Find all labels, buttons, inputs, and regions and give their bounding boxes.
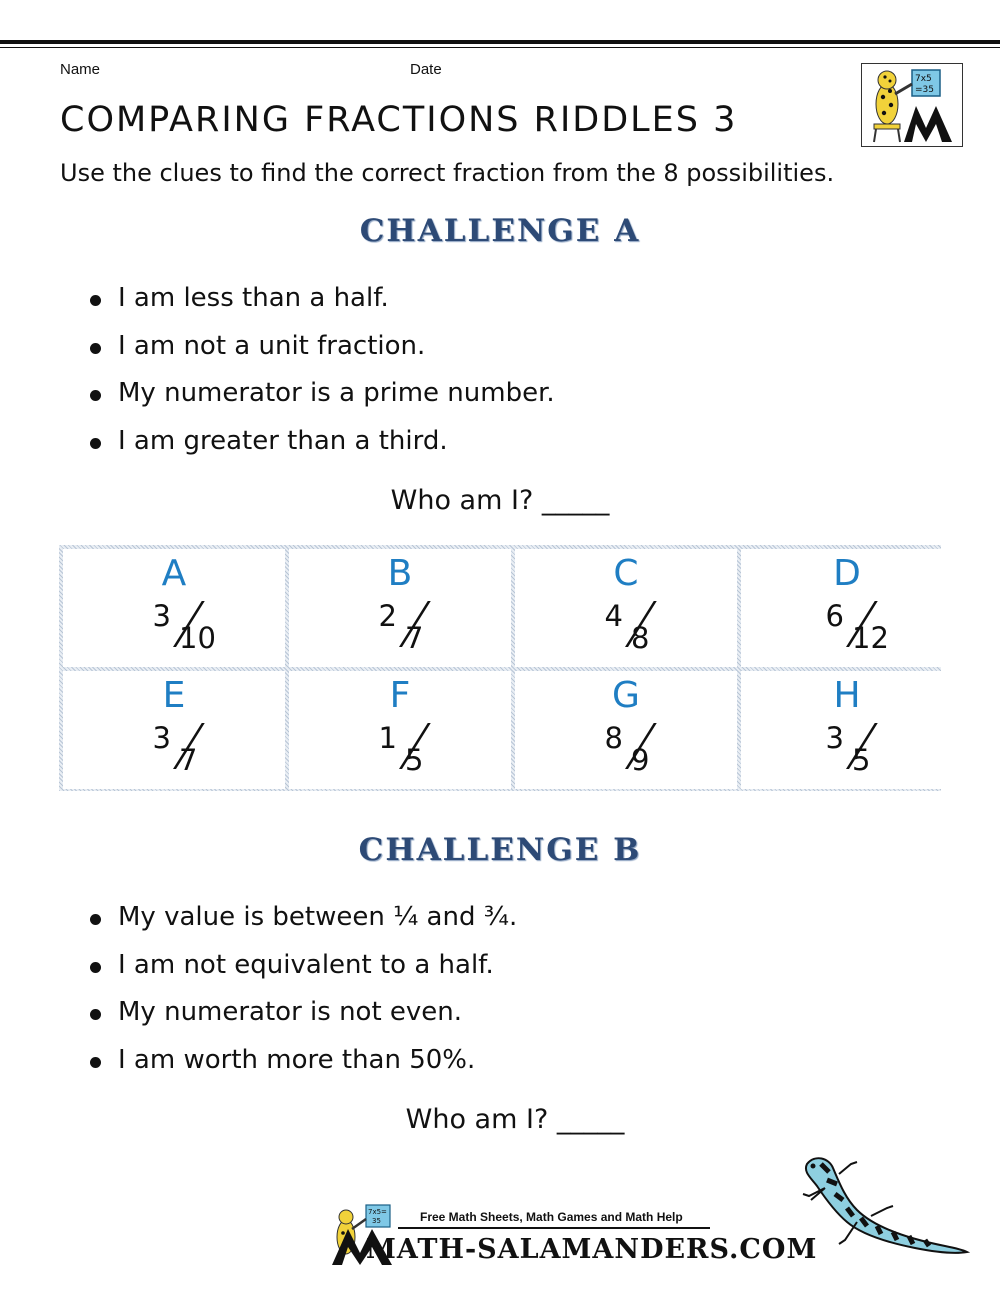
footer-tagline: Free Math Sheets, Math Games and Math Help	[420, 1210, 683, 1224]
clue-item	[86, 942, 517, 990]
option-cell	[63, 549, 285, 667]
clue-text: My value is between ¼ and ¾.	[118, 902, 518, 932]
option-fraction	[63, 721, 285, 781]
clue-text: I am greater than a third.	[118, 425, 448, 456]
date-label: Date	[410, 61, 442, 78]
intro-text: Use the clues to find the correct fraction from the 8 possibilities.	[60, 159, 835, 187]
top-rule	[0, 40, 1000, 44]
bullet-icon	[90, 295, 101, 306]
option-letter: G	[612, 675, 640, 716]
numerator: 3	[152, 721, 171, 755]
option-cell	[741, 549, 953, 667]
salamander-logo	[861, 63, 963, 147]
challenge-a-clues	[86, 275, 555, 465]
option-fraction	[515, 599, 737, 659]
option-letter: H	[833, 675, 861, 716]
numerator: 8	[604, 721, 623, 755]
bullet-icon	[90, 914, 101, 925]
top-rule-thin	[0, 47, 1000, 48]
denominator: 8	[631, 621, 650, 655]
clue-text: I am worth more than 50%.	[118, 1044, 476, 1075]
clue-text: I am less than a half.	[118, 283, 389, 313]
challenge-a-heading: CHALLENGE A	[359, 213, 641, 249]
footer-brand: MATH-SALAMANDERS.COM	[366, 1234, 818, 1265]
bullet-icon	[90, 390, 101, 401]
numerator: 1	[378, 721, 397, 755]
denominator: 5	[405, 743, 424, 777]
option-fraction	[289, 599, 511, 659]
bullet-icon	[90, 438, 101, 449]
option-cell	[741, 671, 953, 789]
clue-text: My numerator is not even.	[118, 997, 463, 1027]
denominator: 12	[852, 621, 889, 655]
clue-item	[86, 275, 555, 323]
option-cell	[515, 549, 737, 667]
clue-item	[86, 1037, 517, 1085]
denominator: 9	[631, 743, 650, 777]
option-cell	[289, 671, 511, 789]
numerator: 2	[378, 599, 397, 633]
numerator: 4	[604, 599, 623, 633]
clue-item	[86, 323, 555, 371]
bullet-icon	[90, 343, 101, 354]
clue-item	[86, 370, 555, 418]
bullet-icon	[90, 1009, 101, 1020]
option-fraction	[741, 599, 953, 659]
denominator: 10	[179, 621, 216, 655]
denominator: 7	[405, 621, 424, 655]
name-label: Name	[60, 61, 101, 78]
page-title: COMPARING FRACTIONS RIDDLES 3	[60, 100, 738, 140]
bullet-icon	[90, 962, 101, 973]
option-cell	[289, 549, 511, 667]
option-letter: D	[833, 553, 861, 594]
denominator: 5	[852, 743, 871, 777]
option-fraction	[515, 721, 737, 781]
challenge-b-clues	[86, 894, 517, 1084]
option-letter: A	[161, 553, 187, 594]
fraction-options-grid	[59, 545, 941, 791]
clue-text: I am not a unit fraction.	[118, 330, 426, 361]
clue-item	[86, 894, 517, 942]
clue-item	[86, 989, 517, 1037]
denominator: 7	[179, 743, 198, 777]
option-fraction	[289, 721, 511, 781]
option-fraction	[63, 599, 285, 659]
svg-text:35: 35	[372, 1217, 381, 1225]
svg-text:7x5: 7x5	[915, 74, 932, 84]
numerator: 6	[825, 599, 844, 633]
option-letter: B	[387, 553, 413, 594]
bullet-icon	[90, 1057, 101, 1068]
option-letter: E	[162, 675, 186, 716]
option-fraction	[741, 721, 953, 781]
option-cell	[63, 671, 285, 789]
challenge-b-question: Who am I? _____	[405, 1104, 625, 1135]
svg-text:=35: =35	[915, 85, 934, 95]
footer-rule	[398, 1227, 710, 1229]
option-letter: F	[389, 675, 411, 716]
numerator: 3	[152, 599, 171, 633]
clue-text: My numerator is a prime number.	[118, 378, 555, 408]
svg-text:7x5=: 7x5=	[368, 1208, 387, 1216]
challenge-a-question: Who am I? _____	[390, 485, 610, 516]
numerator: 3	[825, 721, 844, 755]
option-letter: C	[613, 553, 639, 594]
option-cell	[515, 671, 737, 789]
challenge-b-heading: CHALLENGE B	[358, 832, 642, 868]
clue-item	[86, 418, 555, 466]
salamander-illustration	[795, 1150, 970, 1260]
clue-text: I am not equivalent to a half.	[118, 949, 494, 980]
